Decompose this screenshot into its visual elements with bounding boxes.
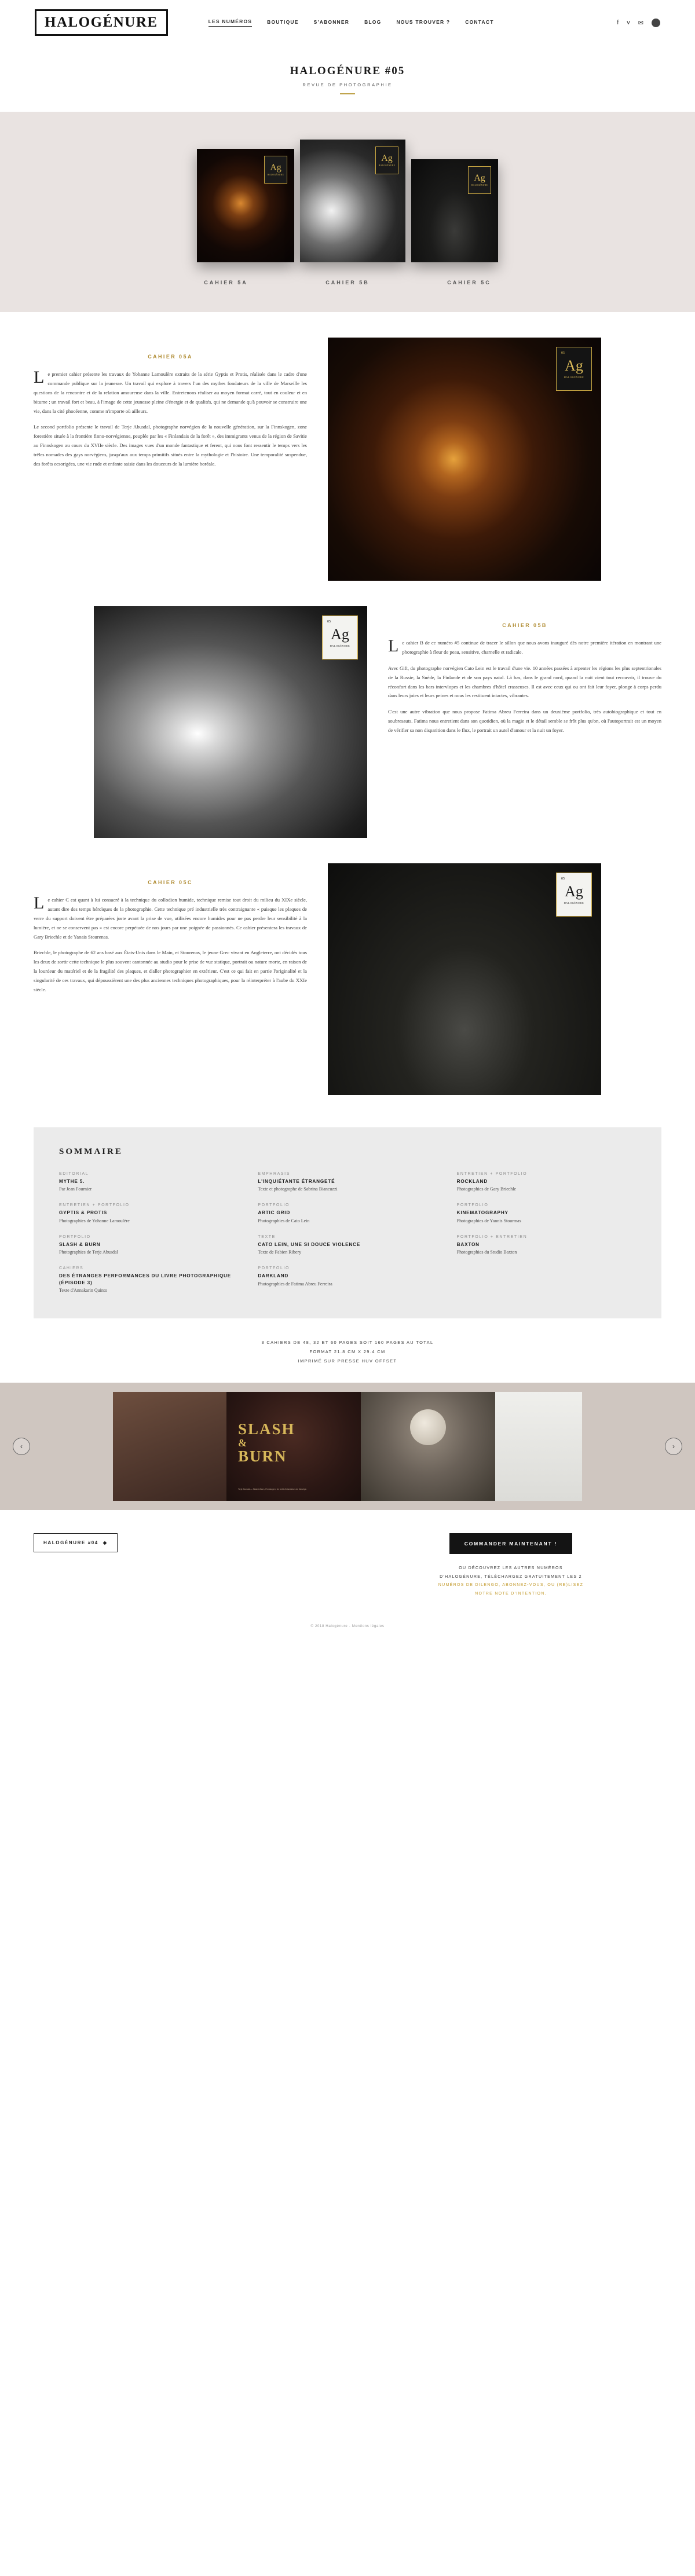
sommaire-item-kicker: PORTFOLIO [258, 1203, 290, 1208]
cover-label-5c: CAHIER 5C [447, 280, 491, 285]
cahier-05a-p1: e premier cahier présente les travaux de Yohanne Lamoulère extraits de la série Gyptis et Protis, réalisée dans le cadre d'une commande publique sur la jeunesse. Un travail qui explore à travers l'un des mythes fondateurs de la ville de Marseille les questions de la rencontre et de la relation amoureuse dans la ville. Entretenons réaliser au moyen format carré, tout en couleur et en bitume ; un travail fort et beau, à l'image de cette jeunesse pleine d'énergie et de qualités, qui ne demande qu'à pouvoir se construire une vie, dans la cité phocéenne, comme n'importe où ailleurs. [34, 371, 307, 414]
cahier-05a-body [34, 370, 307, 469]
cover-5c[interactable] [411, 159, 498, 262]
cahier-05c-p1: e cahier C est quant à lui consacré à la technique du collodion humide, technique remise tout droit du milieu du XIXe siècle, autant dire des temps héroïques de la photographie. Cette technique pré industrielle très contraignante « puisque les plaques de verre du support doivent être préparées juste avant la prise de vue, utilisées encore humides pour ne pas perdre leur sensibilité à la lumière, et ne se conservent pas » est encore perpétuée de nos jours par une poignée de passionnés. Ce cahier présentera les travaux de Gary Briechle et de Yanais Stourenas. [34, 897, 307, 940]
nav-item-nous-trouver[interactable]: NOUS TROUVER ? [396, 19, 451, 25]
moon-head-icon [410, 1409, 446, 1445]
slide-title-line2: BURN [238, 1447, 287, 1465]
cahier-05a-photo[interactable] [328, 338, 601, 581]
sommaire-item-by: Photographies de Terje Abusdal [59, 1249, 118, 1255]
order-now-button[interactable]: COMMANDER MAINTENANT ! [449, 1533, 572, 1554]
sommaire-item-7[interactable] [258, 1235, 437, 1255]
nav-item-sabonner[interactable]: S'ABONNER [313, 19, 350, 25]
photo-badge-05b: 05 Ag HALOGÉNURE [322, 615, 358, 659]
carousel-slide-3[interactable] [361, 1392, 495, 1501]
vimeo-icon[interactable]: v [627, 19, 630, 26]
sommaire-item-5[interactable] [457, 1203, 636, 1223]
title-divider [340, 93, 355, 94]
sommaire-item-10[interactable] [258, 1266, 437, 1293]
dropcap-b: L [388, 636, 399, 655]
sommaire-item-by: Photographies de Yannis Stourmas [456, 1218, 521, 1223]
sommaire-panel [34, 1127, 661, 1318]
sommaire-item-kicker: TEXTE [258, 1234, 276, 1239]
sommaire-item-3[interactable] [59, 1203, 238, 1223]
cover-badge-5b: Ag HALOGÉNURE [375, 146, 398, 174]
sommaire-item-kicker: PORTFOLIO [258, 1266, 290, 1271]
spec-line-1: 3 CAHIERS DE 48, 32 ET 60 PAGES SOIT 160 PAGES AU TOTAL [261, 1340, 434, 1346]
section-cahier-05a [0, 338, 695, 581]
cahier-05c-kicker: CAHIER 05C [148, 880, 193, 885]
cahier-05a-image-col [328, 338, 601, 581]
footer-note-line-2: D'HALOGÉNURE, TÉLÉCHARGEZ GRATUITEMENT LES 2 [440, 1574, 582, 1579]
slide-title [238, 1422, 295, 1464]
nav-item-boutique[interactable]: BOUTIQUE [267, 19, 299, 25]
sommaire-item-1[interactable] [258, 1172, 437, 1192]
logo[interactable]: HALOGÉNURE [35, 9, 168, 36]
nav-item-les-numeros[interactable]: LES NUMÉROS [209, 19, 253, 27]
carousel-slide-2[interactable] [226, 1392, 361, 1501]
cahier-05c-p2: Briechle, le photographe de 62 ans basé aux États-Unis dans le Main, et Stourenas, le jeune Grec vivant en Angleterre, ont décidés tous les deux de sortir cette technique le plus souvent cantonnée au studio pour le prise de vue statique, portrait ou nature morte, en raison de la lourdeur du matériel et de la fragilité des plaques, et d'aller photographier en extérieur. C'est ce qui fait en partie l'originalité et la singularité de ces travaux, qui dépoussièrent une des plus anciennes techniques photographiques, pour la réinterpréter à l'aube du XXIe siècle. [34, 950, 307, 993]
cahier-05a-text [34, 338, 307, 476]
sommaire-item-kicker: EMPHRASIS [258, 1172, 290, 1176]
dropcap-c: L [34, 893, 45, 913]
spec-line-3: IMPRIMÉ SUR PRESSE HUV OFFSET [298, 1358, 397, 1364]
slide-title-line1: SLASH [238, 1420, 295, 1438]
sommaire-title: SOMMAIRE [59, 1147, 123, 1156]
cover-labels [0, 280, 695, 285]
sommaire-item-by: Photographies de Cato Lein [258, 1218, 310, 1223]
sommaire-item-6[interactable] [59, 1235, 238, 1255]
photo-badge-05a: 05 Ag HALOGÉNURE [556, 347, 592, 391]
nav-item-contact[interactable]: CONTACT [465, 19, 494, 25]
sommaire-item-title: ROCKLAND [456, 1179, 488, 1184]
sommaire-item-2[interactable] [457, 1172, 636, 1192]
sommaire-item-kicker: CAHIERS [59, 1266, 84, 1271]
account-icon[interactable] [652, 19, 660, 27]
main-navigation [209, 19, 494, 27]
mail-icon[interactable]: ✉ [638, 19, 643, 27]
sommaire-item-9[interactable] [59, 1266, 238, 1293]
cahier-05b-p3: C'est une autre vibration que nous propose Fatima Abreu Ferreira dans un deuxième portfolio, très autobiographique et tout en soubresauts. Fatima nous entretient dans son quotidien, où la magie et le détail semble se frôt plus qu'on, où l'autoportrait est un moyen de vérifier sa non disparition dans le flux, le portrait un autel d'amour et la nuit un foyer. [388, 709, 661, 734]
sommaire-item-0[interactable] [59, 1172, 238, 1192]
sommaire-item-by: Texte et photographe de Sabrina Biancuzzi [258, 1186, 338, 1192]
sommaire-item-title: DES ÉTRANGES PERFORMANCES DU LIVRE PHOTOGRAPHIQUE (ÉPISODE 3) [59, 1273, 231, 1285]
cahier-05a-kicker: CAHIER 05A [148, 354, 193, 360]
cahier-05c-photo[interactable] [328, 863, 601, 1095]
cover-badge-5a: Ag HALOGÉNURE [264, 156, 287, 184]
sommaire-item-title: CATO LEIN, UNE SI DOUCE VIOLENCE [258, 1241, 361, 1247]
cahier-05b-p1: e cahier B de ce numéro #5 continue de tracer le sillon que nous avons inauguré dès notre première itération en montrant une photographie à fleur de peau, sensitive, charnelle et radicale. [402, 640, 661, 655]
cover-label-5b: CAHIER 5B [325, 280, 370, 285]
page-title-block [0, 45, 695, 112]
sommaire-item-by: Photographies de Yohanne Lamoulère [59, 1218, 130, 1223]
cover-group [0, 135, 695, 262]
footer-order-block [360, 1533, 661, 1599]
carousel-slide-1[interactable] [113, 1392, 226, 1501]
sommaire-item-title: DARKLAND [258, 1273, 289, 1279]
site-header [0, 0, 695, 45]
sommaire-item-spacer [457, 1266, 636, 1293]
sommaire-item-by: Texte d'Annakarin Quinto [59, 1288, 108, 1294]
sommaire-item-kicker: PORTFOLIO + ENTRETIEN [456, 1234, 528, 1239]
sommaire-item-by: Photographies du Studio Baxton [456, 1249, 517, 1255]
cahier-05c-image-col [328, 863, 601, 1095]
cahier-05b-p2: Avec Gift, du photographe norvégien Cato Lein est le travail d'une vie. 10 années passées à arpenter les régions les plus septentrionales de la Russie, la Suède, la Finlande et de son pays natal. Là bas, dans le grand nord, quand la nuit vient tout recouvrir, il trouve du réconfort dans les bars intervlopes et les chambres d'hôtel crasseuses. Il est avec ceux qui ou ont fait leur foyer, plonge à corps perdu dans leurs joies et leurs peines et nous les restituent intactes, vibrantes. [388, 665, 661, 699]
copyright: © 2018 Halogénure - Mentions légales [310, 1624, 385, 1628]
sommaire-grid [59, 1172, 636, 1293]
sommaire-item-8[interactable] [457, 1235, 636, 1255]
dropcap-a: L [34, 368, 45, 387]
sommaire-item-title: BAXTON [456, 1241, 480, 1247]
carousel-next-icon[interactable]: › [665, 1438, 682, 1455]
cahier-05c-text [34, 863, 307, 1002]
cover-5a[interactable] [197, 149, 294, 262]
footer-cta [0, 1510, 695, 1614]
footer-note [360, 1564, 661, 1599]
hero-covers-section [0, 112, 695, 312]
nav-item-blog[interactable]: BLOG [364, 19, 382, 25]
previous-issue-button[interactable] [34, 1533, 118, 1552]
slide-title-amp: & [238, 1437, 248, 1449]
sommaire-item-kicker: ENTRETIEN + PORTFOLIO [456, 1172, 528, 1176]
footer-note-line-4[interactable]: NOTRE NOTE D'INTENTION. [475, 1592, 547, 1596]
cahier-05b-image-col [94, 606, 367, 838]
cover-5b[interactable] [300, 140, 405, 262]
cahier-05b-kicker: CAHIER 05B [502, 622, 547, 628]
sommaire-item-title: MYTHE 5. [59, 1179, 85, 1184]
slide-caption: Terje Abusdal — Slash & Burn, Finnskogen, les forêts finlandaises de Norvège. [238, 1488, 307, 1491]
page-subtitle: REVUE DE PHOTOGRAPHIE [302, 82, 393, 87]
carousel-slide-4[interactable] [495, 1392, 582, 1501]
sommaire-item-title: SLASH & BURN [59, 1241, 101, 1247]
sommaire-item-kicker: EDITORIAL [59, 1172, 89, 1176]
cahier-05b-body [388, 636, 661, 735]
sommaire-item-kicker: PORTFOLIO [59, 1234, 91, 1239]
cahier-05b-text [388, 606, 661, 742]
cahier-05c-body [34, 893, 307, 995]
cahier-05a-p2: Le second portfolio présente le travail de Terje Abusdal, photographe norvégien de la nouvelle génération, sur la Finnskogen, zone forestière située à la frontière finno-norvégienne, peuplée par les « Finlandais de la forêt », des immigrants venus de la région de Savitie au Finnskogen au cours du XVIIe siècle. Des images vues d'un monde fantastique et ferent, qui nous font ressentir le temps vers les trêles nomades des gays norvégiens, jusqu'aux aux temps primitifs situés entre la mythologie et l'histoire. Une temporalité suspendue, des forêts ecsorigées, une vie rude et enfante saisie dans les douceurs de la lumière boréale. [34, 424, 307, 467]
sommaire-item-by: Photographies de Gary Briechle [456, 1186, 517, 1192]
spec-line-2: FORMAT 21.8 CM X 29.4 CM [309, 1349, 386, 1354]
specifications [0, 1318, 695, 1383]
footer-note-line-3[interactable]: NUMÉROS DE DILENGO, ABONNEZ-VOUS, OU (RE)LISEZ [438, 1583, 584, 1588]
issue-button-label: HALOGÉNURE #04 [43, 1540, 98, 1546]
sommaire-item-title: L'INQUIÉTANTE ÉTRANGETÉ [258, 1179, 335, 1184]
sommaire-item-by: Par Jean Fournier [59, 1186, 92, 1192]
sommaire-item-by: Texte de Fabien Ribery [258, 1249, 302, 1255]
sommaire-item-title: GYPTIS & PROTIS [59, 1210, 107, 1216]
section-cahier-05b [0, 606, 695, 838]
cover-badge-5c: Ag HALOGÉNURE [468, 166, 491, 194]
cahier-05b-photo[interactable] [94, 606, 367, 838]
diamond-icon: ◆ [103, 1540, 108, 1546]
sommaire-item-title: ARTIC GRID [258, 1210, 291, 1216]
sommaire-item-by: Photographies de Fatima Abreu Ferreira [258, 1281, 332, 1287]
header-actions [617, 19, 660, 27]
photo-badge-05c: 05 Ag HALOGÉNURE [556, 873, 592, 917]
carousel-prev-icon[interactable]: ‹ [13, 1438, 30, 1455]
footer-note-line-1: OU DÉCOUVREZ LES AUTRES NUMÉROS [459, 1566, 563, 1571]
cover-label-5a: CAHIER 5A [204, 280, 248, 285]
sommaire-item-kicker: PORTFOLIO [456, 1203, 489, 1208]
sommaire-item-4[interactable] [258, 1203, 437, 1223]
page-title: HALOGÉNURE #05 [290, 65, 405, 77]
sommaire-item-kicker: ENTRETIEN + PORTFOLIO [59, 1203, 130, 1208]
section-cahier-05c [0, 863, 695, 1095]
facebook-icon[interactable]: f [617, 19, 619, 26]
image-carousel [0, 1383, 695, 1510]
sommaire-item-title: KINEMATOGRAPHY [456, 1210, 509, 1216]
